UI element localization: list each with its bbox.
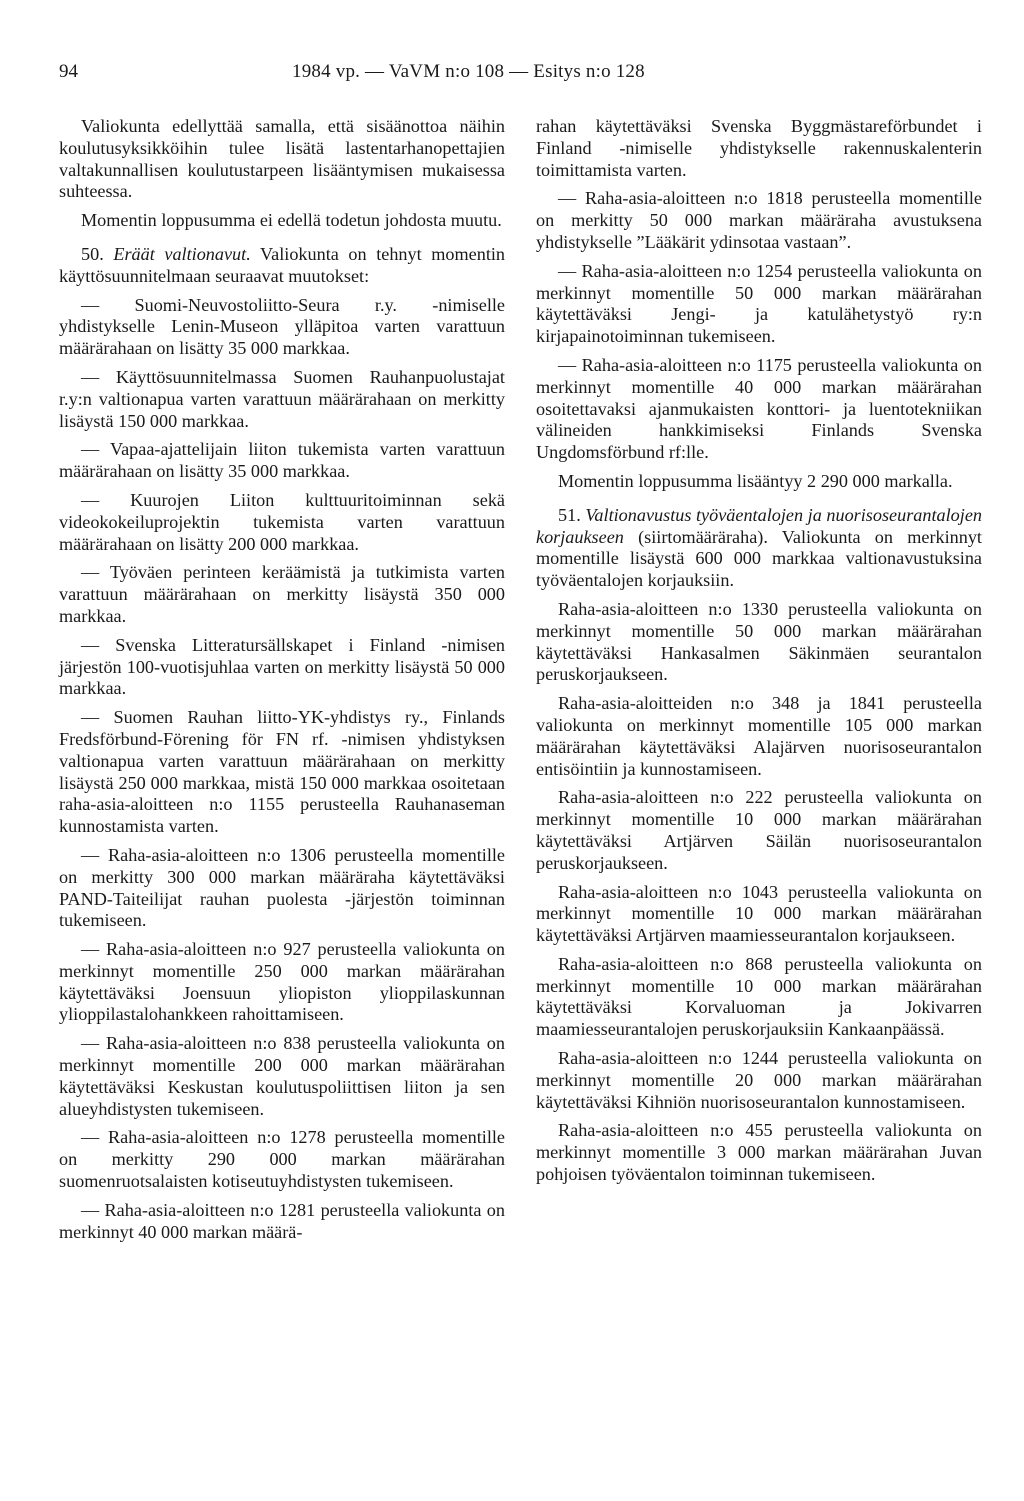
list-item: — Raha-asia-aloitteen n:o 1175 perusteella valiokunta on merkinnyt momentille 40 000 markan määrärahan osoitettavaksi ajanmukaisten konttori- ja luentotekniikan välineiden hankkimiseksi Finlands Svenska Ungdomsförbund rf:lle. xyxy=(536,354,982,463)
page-header xyxy=(59,61,965,89)
list-item: — Kuurojen Liiton kulttuuritoiminnan sekä videokokeiluprojektin tukemista varten varattuun määrärahaan on lisätty 200 000 markkaa. xyxy=(59,489,505,554)
paragraph: Raha-asia-aloitteen n:o 1330 perusteella valiokunta on merkinnyt momentille 50 000 markan määrärahan käytettäväksi Hankasalmen Säkinmäen seurantalon peruskorjaukseen. xyxy=(536,598,982,685)
list-item: — Svenska Litteratursällskapet i Finland -nimisen järjestön 100-vuotisjuhlaa varten on merkitty lisäystä 50 000 markkaa. xyxy=(59,634,505,699)
section-heading: Valtionavustus työväentalojen ja nuorisoseurantalojen korjaukseen xyxy=(536,504,982,547)
paragraph: Raha-asia-aloitteen n:o 455 perusteella valiokunta on merkinnyt momentille 3 000 markan määrärahan Juvan pohjoisen työväentalon toiminnan tukemiseen. xyxy=(536,1120,982,1185)
running-head: 1984 vp. — VaVM n:o 108 — Esitys n:o 128 xyxy=(292,61,645,82)
list-item: — Suomi-Neuvostoliitto-Seura r.y. -nimiselle yhdistykselle Lenin-Museon ylläpitoa varten varattuun määrärahaan on lisätty 35 000 markkaa. xyxy=(59,294,505,359)
paragraph: Momentin loppusumma lisääntyy 2 290 000 markalla. xyxy=(558,470,953,491)
page-number: 94 xyxy=(59,61,78,82)
list-item: — Raha-asia-aloitteen n:o 927 perusteella valiokunta on merkinnyt momentille 250 000 markan määrärahan käytettäväksi Joensuun yliopiston ylioppilaskunnan ylioppilastalohankkeen rahoittamiseen. xyxy=(59,939,505,1025)
list-item: — Työväen perinteen keräämistä ja tutkimista varten varattuun määrärahaan on merkitty lisäystä 350 000 markkaa. xyxy=(59,562,505,626)
paragraph: Raha-asia-aloitteen n:o 222 perusteella valiokunta on merkinnyt momentille 10 000 markan määrärahan käytettäväksi Artjärven Säilän nuorisoseurantalon peruskorjaukseen. xyxy=(536,787,982,873)
list-item: — Raha-asia-aloitteen n:o 1278 perusteella momentille on merkitty 290 000 markan määrärahan suomenruotsalaisten kotiseutuyhdistysten tukemiseen. xyxy=(59,1127,505,1192)
list-item: — Käyttösuunnitelmassa Suomen Rauhanpuolustajat r.y:n valtionapua varten varattuun määrärahaan on merkitty lisäystä 150 000 markkaa. xyxy=(59,366,505,431)
continued-paragraph: rahan käytettäväksi Svenska Byggmästareförbundet i Finland -nimiselle yhdistykselle rakennuskalenterin toimittamista varten. xyxy=(536,116,982,180)
section-heading: Eräät valtionavut. xyxy=(113,243,251,264)
list-item: — Raha-asia-aloitteen n:o 1254 perusteella valiokunta on merkinnyt momentille 50 000 markan määrärahan käytettäväksi Jengi- ja katulähetystyö ry:n kirjapainotoiminnan tukemiseen. xyxy=(536,260,982,347)
section-number: 50. xyxy=(81,243,104,264)
section-text: Valiokunta on tehnyt momentin käyttösuunnitelmaan seuraavat muutokset: xyxy=(59,243,506,286)
section-50 xyxy=(59,244,505,288)
list-item: — Vapaa-ajattelijain liiton tukemista varten varattuun määrärahaan on lisätty 35 000 markkaa. xyxy=(59,439,505,482)
list-item: — Suomen Rauhan liitto-YK-yhdistys ry., Finlands Fredsförbund-Förening för FN rf. -nimisen yhdistyksen valtionapua varten varattuun määrärahaan on merkitty lisäystä 250 000 markkaa, mistä 150 000 markkaa osoitetaan raha-asia-aloitteen n:o 1155 perusteella Rauhanaseman kunnostamista varten. xyxy=(59,707,505,837)
right-column xyxy=(536,116,982,1193)
paragraph: Raha-asia-aloitteiden n:o 348 ja 1841 perusteella valiokunta on merkinnyt momentille 105 000 markan määrärahan käytettäväksi Alajärven nuorisoseurantalon entisöintiin ja kunnostamiseen. xyxy=(536,693,982,779)
paragraph: Raha-asia-aloitteen n:o 1244 perusteella valiokunta on merkinnyt momentille 20 000 markan määrärahan käytettäväksi Kihniön nuorisoseurantalon kunnostamiseen. xyxy=(536,1048,982,1112)
section-number: 51. xyxy=(558,504,581,525)
left-column xyxy=(59,116,505,1250)
list-item: — Raha-asia-aloitteen n:o 838 perusteella valiokunta on merkinnyt momentille 200 000 markan määrärahan käytettäväksi Keskustan koulutuspoliittisen liiton ja sen alueyhdistysten tukemiseen. xyxy=(59,1033,505,1119)
section-text: (siirtomääräraha). Valiokunta on merkinnyt momentille lisäystä 600 000 markkaa valtionavustuksina työväentalojen korjauksiin. xyxy=(536,526,982,591)
list-item: — Raha-asia-aloitteen n:o 1281 perusteella valiokunta on merkinnyt 40 000 markan määrä- xyxy=(59,1199,505,1242)
paragraph: Momentin loppusumma ei edellä todetun johdosta muutu. xyxy=(81,210,502,231)
paragraph: Valiokunta edellyttää samalla, että sisäänottoa näihin koulutusyksikköihin tulee lisätä lastentarhanopettajien valtakunnallisen koulutustarpeen lisääntymisen mukaisessa suhteessa. xyxy=(59,116,505,202)
paragraph: Raha-asia-aloitteen n:o 868 perusteella valiokunta on merkinnyt momentille 10 000 markan määrärahan käytettäväksi Korvaluoman ja Jokivarren maamiesseurantalojen peruskorjauksiin Kankaanpäässä. xyxy=(536,953,982,1040)
section-51 xyxy=(536,505,982,592)
list-item: — Raha-asia-aloitteen n:o 1306 perusteella momentille on merkitty 300 000 markan määräraha käytettäväksi PAND-Taiteilijat rauhan puolesta -järjestön toiminnan tukemiseen. xyxy=(59,844,505,931)
list-item: — Raha-asia-aloitteen n:o 1818 perusteella momentille on merkitty 50 000 markan määräraha avustuksena yhdistykselle ”Lääkärit ydinsotaa vastaan”. xyxy=(536,188,982,252)
paragraph: Raha-asia-aloitteen n:o 1043 perusteella valiokunta on merkinnyt momentille 10 000 markan määrärahan käytettäväksi Artjärven maamiesseurantalon korjaukseen. xyxy=(536,881,982,946)
